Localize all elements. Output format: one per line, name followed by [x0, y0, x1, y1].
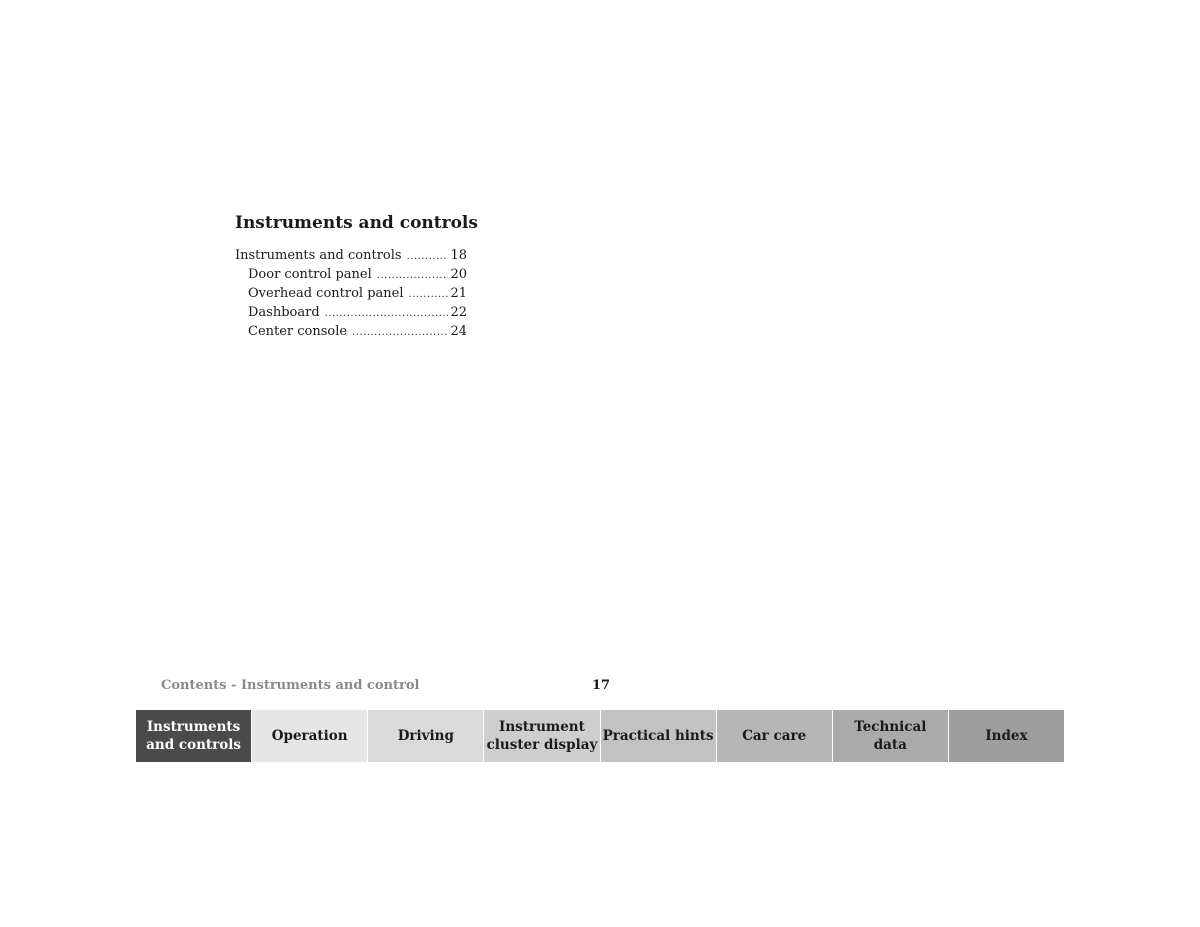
toc-entry-page: 24: [450, 324, 467, 339]
section-title: Instruments and controls: [235, 213, 478, 233]
toc-leader-dots: [352, 323, 448, 342]
toc-leader-dots: [325, 304, 449, 323]
toc-entry-door-control-panel[interactable]: [235, 265, 467, 284]
toc-entry-instruments-and-controls[interactable]: [235, 246, 467, 265]
table-of-contents: [235, 246, 467, 341]
tab-instrument-cluster-display[interactable]: Instrument cluster display: [484, 710, 600, 762]
chapter-tab-bar: [136, 710, 1064, 762]
toc-entry-label: Dashboard: [248, 305, 320, 320]
page-number: 17: [592, 678, 611, 693]
toc-entry-dashboard[interactable]: [235, 303, 467, 322]
toc-entry-label: Door control panel: [248, 267, 372, 282]
tab-car-care[interactable]: Car care: [717, 710, 833, 762]
toc-entry-page: 20: [450, 267, 467, 282]
toc-leader-dots: [407, 247, 449, 266]
tab-driving[interactable]: Driving: [368, 710, 484, 762]
toc-entry-label: Instruments and controls: [235, 248, 402, 263]
toc-leader-dots: [377, 266, 449, 285]
tab-technical-data[interactable]: Technical data: [833, 710, 949, 762]
toc-entry-page: 18: [450, 248, 467, 263]
toc-entry-label: Center console: [248, 324, 348, 339]
toc-entry-page: 21: [450, 286, 467, 301]
footer-breadcrumb: Contents - Instruments and control: [161, 678, 420, 693]
tab-practical-hints[interactable]: Practical hints: [601, 710, 717, 762]
tab-operation[interactable]: Operation: [252, 710, 368, 762]
tab-instruments-and-controls[interactable]: Instruments and controls: [136, 710, 252, 762]
tab-index[interactable]: Index: [949, 710, 1064, 762]
toc-entry-page: 22: [450, 305, 467, 320]
toc-entry-center-console[interactable]: [235, 322, 467, 341]
toc-leader-dots: [409, 285, 449, 304]
toc-entry-label: Overhead control panel: [248, 286, 404, 301]
toc-entry-overhead-control-panel[interactable]: [235, 284, 467, 303]
